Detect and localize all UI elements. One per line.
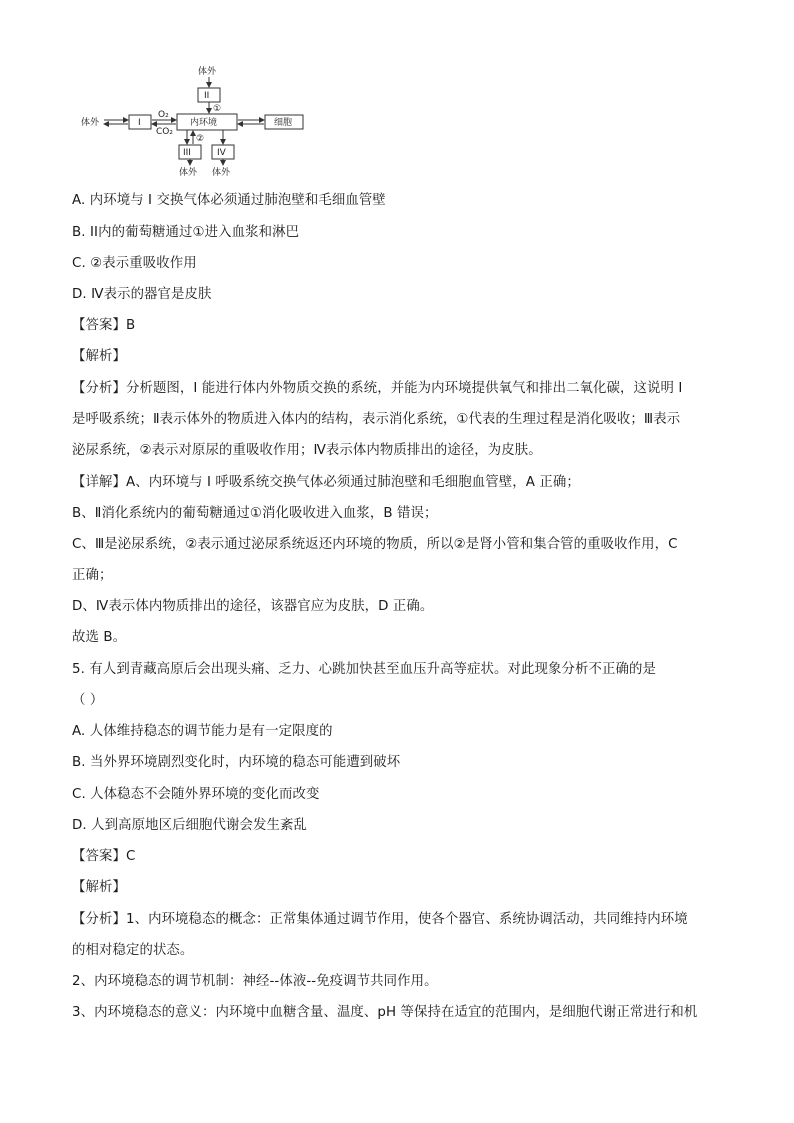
co2-label: CO₂ xyxy=(156,127,173,137)
body-fluid-diagram xyxy=(78,62,318,178)
q5-option-b: B. 当外界环境剧烈变化时，内环境的稳态可能遭到破坏 xyxy=(72,755,401,770)
outside-left-label: 体外 xyxy=(81,118,100,128)
box-iv-label: IV xyxy=(217,148,226,158)
q5-stem-line: 5. 有人到青藏高原后会出现头痛、乏力、心跳加快甚至血压升高等症状。对此现象分析不正确的是 xyxy=(72,662,656,677)
outside-bottom-left-label: 体外 xyxy=(179,168,198,178)
outside-bottom-right-label: 体外 xyxy=(212,168,231,178)
q4-option-a: A. 内环境与 I 交换气体必须通过肺泡壁和毛细血管壁 xyxy=(72,193,386,208)
box-iii-label: III xyxy=(183,148,191,158)
q4-analysis-line: 泌尿系统，②表示对原尿的重吸收作用；Ⅳ表示体内物质排出的途径，为皮肤。 xyxy=(72,443,542,458)
mark-2: ② xyxy=(196,134,205,144)
mark-1: ① xyxy=(213,104,222,114)
q4-detail-line: B、Ⅱ消化系统内的葡萄糖通过①消化吸收进入血浆，B 错误； xyxy=(72,506,438,521)
q5-option-a: A. 人体维持稳态的调节能力是有一定限度的 xyxy=(72,724,333,739)
q4-detail-line: 故选 B。 xyxy=(72,630,127,645)
box-i-label: I xyxy=(138,118,141,128)
q4-jiexi-heading: 【解析】 xyxy=(72,349,126,364)
q5-analysis-line: 【分析】1、内环境稳态的概念：正常集体通过调节作用，使各个器官、系统协调活动，共同维持内环境 xyxy=(72,912,688,927)
q5-analysis-line: 的相对稳定的状态。 xyxy=(72,943,194,958)
q4-detail-line: 【详解】A、内环境与 I 呼吸系统交换气体必须通过肺泡壁和毛细胞血管壁，A 正确； xyxy=(72,475,580,490)
diagram-svg xyxy=(78,62,318,178)
q4-detail-line: D、Ⅳ表示体内物质排出的途径，该器官应为皮肤，D 正确。 xyxy=(72,599,434,614)
q4-answer: 【答案】B xyxy=(72,318,136,333)
cell-label: 细胞 xyxy=(274,118,293,128)
q4-detail-line: C、Ⅲ是泌尿系统，②表示通过泌尿系统返还内环境的物质，所以②是肾小管和集合管的重吸收作用，C xyxy=(72,537,678,552)
internal-env-label: 内环境 xyxy=(190,118,218,128)
q5-stem-line: （ ） xyxy=(72,693,104,708)
q4-option-d: D. Ⅳ表示的器官是皮肤 xyxy=(72,287,212,302)
q5-jiexi-heading: 【解析】 xyxy=(72,880,126,895)
q5-option-d: D. 人到高原地区后细胞代谢会发生紊乱 xyxy=(72,818,307,833)
outside-top-label: 体外 xyxy=(198,67,217,77)
q5-option-c: C. 人体稳态不会随外界环境的变化而改变 xyxy=(72,787,320,802)
q4-analysis-line: 【分析】分析题图，I 能进行体内外物质交换的系统，并能为内环境提供氧气和排出二氧化碳，这说明 I xyxy=(72,381,683,396)
q5-analysis-line: 2、内环境稳态的调节机制：神经--体液--免疫调节共同作用。 xyxy=(72,974,438,989)
q4-detail-line: 正确； xyxy=(72,568,113,583)
box-ii-label: II xyxy=(204,91,210,101)
o2-label: O₂ xyxy=(158,110,169,120)
q4-analysis-line: 是呼吸系统；Ⅱ表示体外的物质进入体内的结构，表示消化系统，①代表的生理过程是消化吸收；Ⅲ表示 xyxy=(72,412,681,427)
q4-option-b: B. II内的葡萄糖通过①进入血浆和淋巴 xyxy=(72,225,300,240)
q5-analysis-line: 3、内环境稳态的意义：内环境中血糖含量、温度、pH 等保持在适宜的范围内，是细胞代谢正常进行和机 xyxy=(72,1005,698,1020)
q4-option-c: C. ②表示重吸收作用 xyxy=(72,256,197,271)
q5-answer: 【答案】C xyxy=(72,849,136,864)
